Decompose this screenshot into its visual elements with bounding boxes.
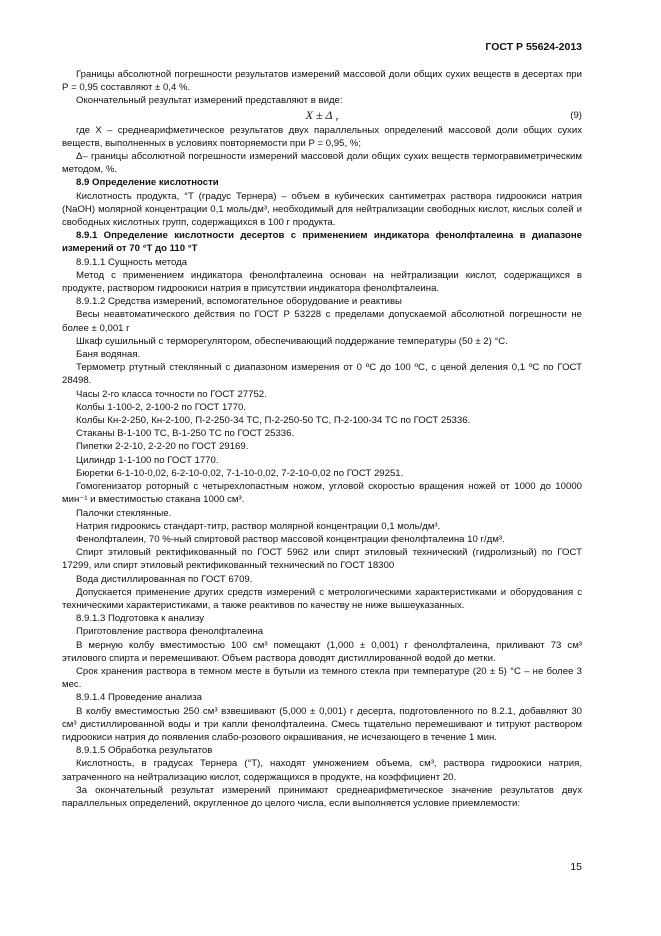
paragraph: 8.9.1.4 Проведение анализа: [76, 692, 202, 704]
paragraph: За окончательный результат измерений принимают среднеарифметическое значение результатов двух параллельных определений, округленное до целого числа, если выполняется условие приемлемости:: [62, 784, 582, 809]
paragraph: Палочки стеклянные.: [76, 507, 172, 519]
paragraph: Стаканы В-1-100 ТС, В-1-250 ТС по ГОСТ 25336.: [76, 428, 295, 440]
paragraph: Приготовление раствора фенолфталеина: [76, 626, 264, 638]
paragraph: Спирт этиловый ректификованный по ГОСТ 5962 или спирт этиловый технический (гидролизный) по ГОСТ 17299, или спирт этиловый ректификованный технический по ГОСТ 18300: [62, 547, 582, 572]
paragraph: В мерную колбу вместимостью 100 см³ помещают (1,000 ± 0,001) г фенолфталеина, приливают 73 см³ этилового спирта и перемешивают. Объем раствора доводят дистиллированной водой до метки.: [62, 639, 582, 664]
equation-number: (9): [570, 109, 582, 121]
equation: [62, 109, 582, 123]
section-heading: 8.9 Определение кислотности: [76, 177, 219, 189]
paragraph: Пипетки 2-2-10, 2-2-20 по ГОСТ 29169.: [76, 441, 249, 453]
paragraph: Метод с применением индикатора фенолфталеина основан на нейтрализации кислот, содержащихся в продукте, раствором гидроокиси натрия в присутствии индикатора фенолфталеина.: [62, 269, 582, 295]
paragraph: Баня водяная.: [76, 349, 141, 361]
paragraph: 8.9.1.2 Средства измерений, вспомогательное оборудование и реактивы: [76, 296, 402, 308]
equation-formula: X ± Δ ,: [305, 107, 339, 122]
paragraph: где X – среднеарифметическое результатов двух параллельных определений массовой доли общих сухих веществ, выполненных в условиях повторяемости при Р = 0,95, %;: [62, 124, 582, 149]
paragraph: Вода дистиллированная по ГОСТ 6709.: [76, 573, 253, 585]
paragraph: Δ– границы абсолютной погрешности измерений массовой доли общих сухих веществ термогравиметрическим методом, %.: [62, 151, 582, 176]
section-heading: 8.9.1 Определение кислотности десертов с применением индикатора фенолфталеина в диапазоне измерений от 70 °Т до 110 °Т: [62, 230, 582, 255]
paragraph: Часы 2-го класса точности по ГОСТ 27752.: [76, 388, 267, 400]
paragraph: 8.9.1.3 Подготовка к анализу: [76, 613, 205, 625]
paragraph: Гомогенизатор роторный с четырехлопастным ножом, угловой скоростью вращения ножей от 1000 до 10000 мин⁻¹ и вместимостью стакана 1000 см³.: [62, 481, 582, 506]
paragraph: Колбы Кн-2-250, Кн-2-100, П-2-250-34 ТС, П-2-250-50 ТС, П-2-100-34 ТС по ГОСТ 25336.: [76, 415, 471, 427]
paragraph: Весы неавтоматического действия по ГОСТ Р 53228 с пределами допускаемой абсолютной погрешности не более ± 0,001 г: [62, 309, 582, 334]
paragraph: 8.9.1.1 Сущность метода: [76, 256, 188, 268]
paragraph: Окончательный результат измерений представляют в виде:: [76, 95, 343, 107]
paragraph: Колбы 1-100-2, 2-100-2 по ГОСТ 1770.: [76, 401, 246, 413]
paragraph: Допускается применение других средств измерений с метрологическими характеристиками и оборудования с техническими характеристиками, а также реактивов по качеству не ниже вышеуказанных.: [62, 586, 582, 611]
page-number: 15: [570, 861, 582, 873]
paragraph: 8.9.1.5 Обработка результатов: [76, 745, 213, 757]
paragraph: В колбу вместимостью 250 см³ взвешивают (5,000 ± 0,001) г десерта, подготовленного по 8.2.1, добавляют 30 см³ дистиллированной воды и три капли фенолфталеина. Смесь тщательно перемешивают и титруют раствором гидроокиси натрия до появления слабо-розового окрашивания, не исчезающего в течение 1 мин.: [62, 705, 582, 743]
paragraph: Термометр ртутный стеклянный с диапазоном измерения от 0 ºС до 100 ºС, с ценой деления 0,1 ºС по ГОСТ 28498.: [62, 362, 582, 387]
paragraph: Фенолфталеин, 70 %-ный спиртовой раствор массовой концентрации фенолфталеина 10 г/дм³.: [76, 533, 505, 545]
paragraph: Натрия гидроокись стандарт-титр, раствор молярной концентрации 0,1 моль/дм³.: [76, 520, 441, 532]
paragraph: Кислотность продукта, °Т (градус Тернера) – объем в кубических сантиметрах раствора гидроокиси натрия (NaOH) молярной концентрации 0,1 моль/дм³, необходимый для нейтрализации свободных кислот, кислых солей и свободных кислотных групп, содержащихся в 100 г продукта.: [62, 190, 582, 229]
document-header: ГОСТ Р 55624-2013: [485, 41, 582, 53]
paragraph: Шкаф сушильный с терморегулятором, обеспечивающий поддержание температуры (50 ± 2) °С.: [76, 335, 508, 347]
paragraph: Цилиндр 1-1-100 по ГОСТ 1770.: [76, 454, 219, 466]
document-body: [62, 68, 582, 810]
paragraph: Границы абсолютной погрешности результатов измерений массовой доли общих сухих веществ в десертах при Р = 0,95 составляют ± 0,4 %.: [62, 69, 582, 94]
paragraph: Срок хранения раствора в темном месте в бутыли из темного стекла при температуре (20 ± 5) °С – не более 3 мес.: [62, 665, 582, 691]
paragraph: Кислотность, в градусах Тернера (°Т), находят умножением объема, см³, раствора гидроокиси натрия, затраченного на нейтрализацию кислот, содержащихся в продукте, на коэффициент 20.: [62, 758, 582, 783]
paragraph: Бюретки 6-1-10-0,02, 6-2-10-0,02, 7-1-10-0,02, 7-2-10-0,02 по ГОСТ 29251.: [76, 467, 404, 479]
